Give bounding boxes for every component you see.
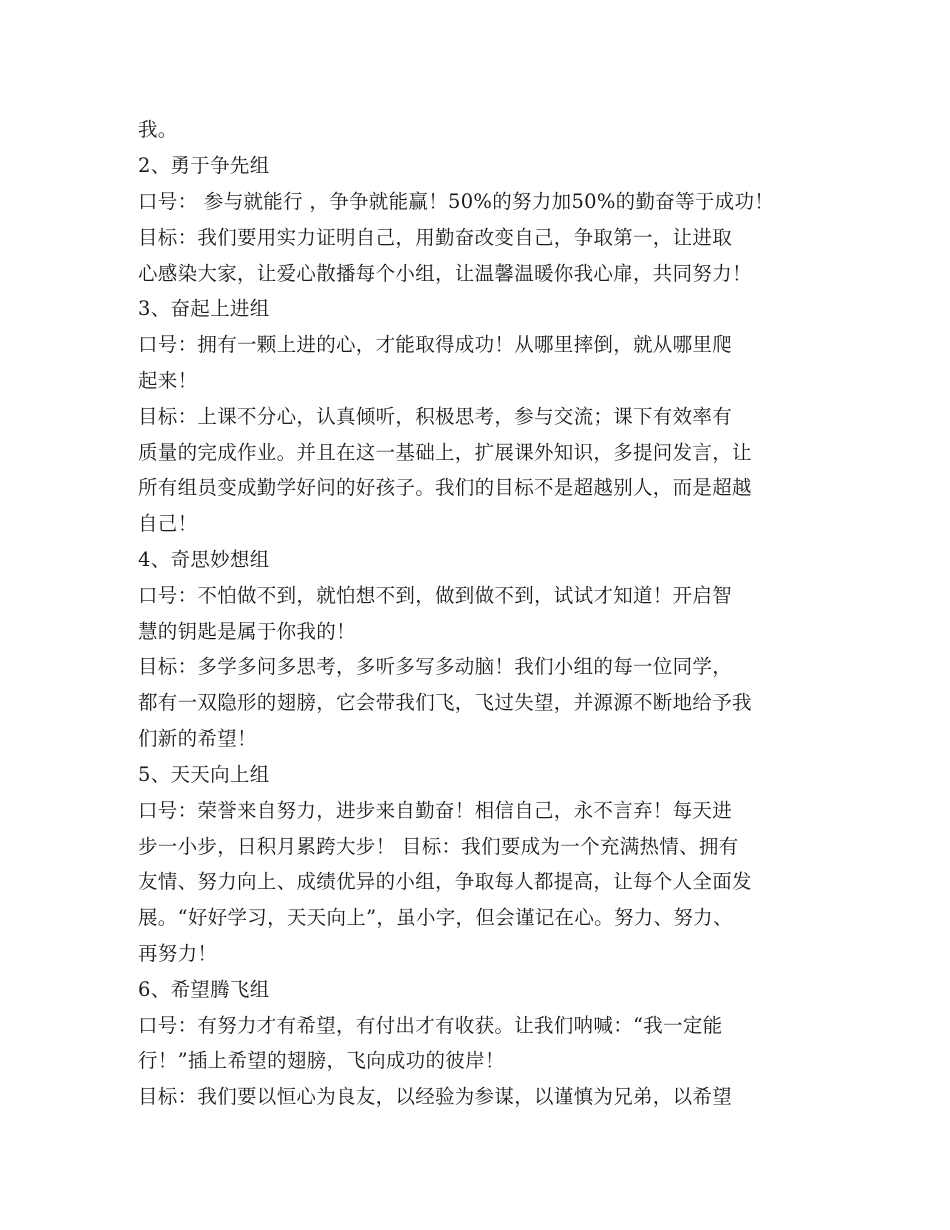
section-heading: 6、希望腾飞组 (138, 978, 270, 1001)
text-line: 步一小步，日积月累跨大步！ 目标：我们要成为一个充满热情、拥有 (138, 835, 739, 858)
text-line: 行！”插上希望的翅膀，飞向成功的彼岸！ (138, 1049, 505, 1072)
text-line: 自己！ (138, 512, 198, 535)
text-line: 目标：多学多问多思考，多听多写多动脑！我们小组的每一位同学， (138, 655, 733, 678)
text-line: 口号：荣誉来自努力，进步来自勤奋！相信自己，永不言弃！每天进 (138, 799, 733, 822)
text-line: 目标：我们要以恒心为良友，以经验为参谋，以谨慎为兄弟，以希望 (138, 1085, 733, 1108)
text-line: 慧的钥匙是属于你我的！ (138, 620, 356, 643)
section-heading: 5、天天向上组 (138, 763, 270, 786)
text-line: 展。“好好学习，天天向上”，虽小字，但会谨记在心。努力、努力、 (138, 906, 733, 929)
text-line: 再努力！ (138, 942, 218, 965)
text-line: 口号：有努力才有希望，有付出才有收获。让我们呐喊：“我一定能 (138, 1014, 723, 1037)
text-line: 心感染大家，让爱心散播每个小组，让温馨温暖你我心扉，共同努力！ (138, 262, 752, 285)
section-heading: 2、勇于争先组 (138, 154, 270, 177)
text-line: 我。 (138, 118, 178, 141)
text-line: 都有一双隐形的翅膀，它会带我们飞，飞过失望，并源源不断地给予我 (138, 691, 752, 714)
text-line: 们新的希望！ (138, 727, 257, 750)
text-line: 目标：上课不分心，认真倾听，积极思考，参与交流；课下有效率有 (138, 405, 733, 428)
text-line: 友情、努力向上、成绩优异的小组，争取每人都提高，让每个人全面发 (138, 870, 752, 893)
section-heading: 3、奋起上进组 (138, 297, 270, 320)
text-line: 目标：我们要用实力证明自己，用勤奋改变自己，争取第一，让进取 (138, 226, 733, 249)
text-line: 起来！ (138, 369, 198, 392)
text-line: 所有组员变成勤学好问的好孩子。我们的目标不是超越别人，而是超越 (138, 476, 752, 499)
text-line: 口号：不怕做不到，就怕想不到，做到做不到，试试才知道！开启智 (138, 584, 733, 607)
text-line: 质量的完成作业。并且在这一基础上，扩展课外知识，多提问发言，让 (138, 441, 752, 464)
section-heading: 4、奇思妙想组 (138, 548, 270, 571)
text-line: 口号： 参与就能行 ，争争就能赢！50%的努力加50%的勤奋等于成功！ (138, 190, 775, 213)
text-line: 口号：拥有一颗上进的心，才能取得成功！从哪里摔倒，就从哪里爬 (138, 333, 733, 356)
